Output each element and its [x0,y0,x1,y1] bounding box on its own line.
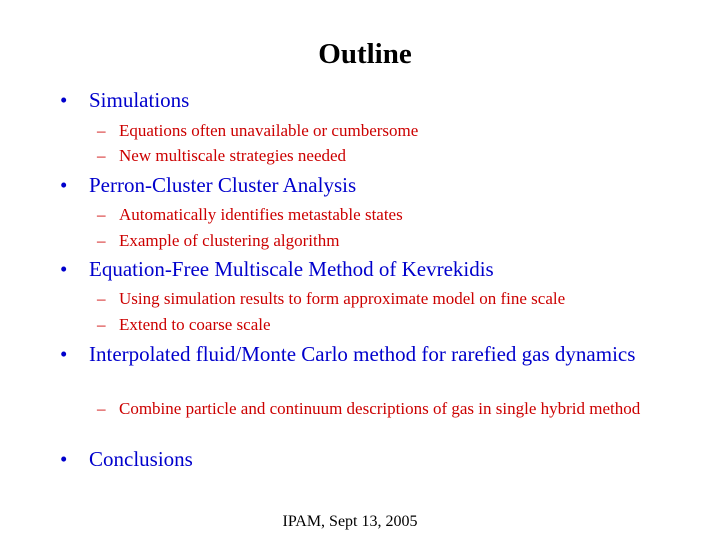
sub-marker: – [97,205,106,224]
sub-marker: – [97,315,106,334]
bullet-label: Equation-Free Multiscale Method of Kevrekidis [89,257,494,281]
sub-bullet [97,397,682,420]
bullet-conclusions [60,446,680,472]
sub-bullet [97,203,677,226]
bullet-label: Simulations [89,88,190,112]
bullet-marker: • [60,447,68,471]
bullet-label: Interpolated fluid/Monte Carlo method for rarefied gas dynamics [89,342,636,366]
bullet-label: Perron-Cluster Cluster Analysis [89,173,357,197]
sub-bullet-label: Combine particle and continuum descriptions of gas in single hybrid method [119,399,641,418]
slide-title: Outline [318,38,412,70]
bullet-marker: • [60,173,68,197]
sub-bullet-label: Automatically identifies metastable states [119,205,403,224]
bullet-interpolated-fluid [60,341,640,367]
sub-bullet-label: New multiscale strategies needed [119,146,347,165]
sub-bullet [97,144,677,167]
bullet-label: Conclusions [89,447,193,471]
bullet-marker: • [60,88,68,112]
sub-bullet-label: Using simulation results to form approximate model on fine scale [119,289,566,308]
sub-marker: – [97,399,106,418]
slide-footer: IPAM, Sept 13, 2005 [282,513,418,530]
sub-marker: – [97,146,106,165]
bullet-simulations [60,87,680,113]
sub-bullet-label: Equations often unavailable or cumbersome [119,121,419,140]
sub-bullet [97,287,687,310]
bullet-marker: • [60,257,68,281]
bullet-equation-free [60,256,680,282]
sub-bullet [97,229,677,252]
sub-bullet-label: Extend to coarse scale [119,315,271,334]
bullet-perron-cluster [60,172,680,198]
sub-bullet [97,119,677,142]
sub-marker: – [97,231,106,250]
bullet-marker: • [60,342,68,366]
sub-marker: – [97,289,106,308]
sub-marker: – [97,121,106,140]
sub-bullet [97,313,677,336]
sub-bullet-label: Example of clustering algorithm [119,231,340,250]
